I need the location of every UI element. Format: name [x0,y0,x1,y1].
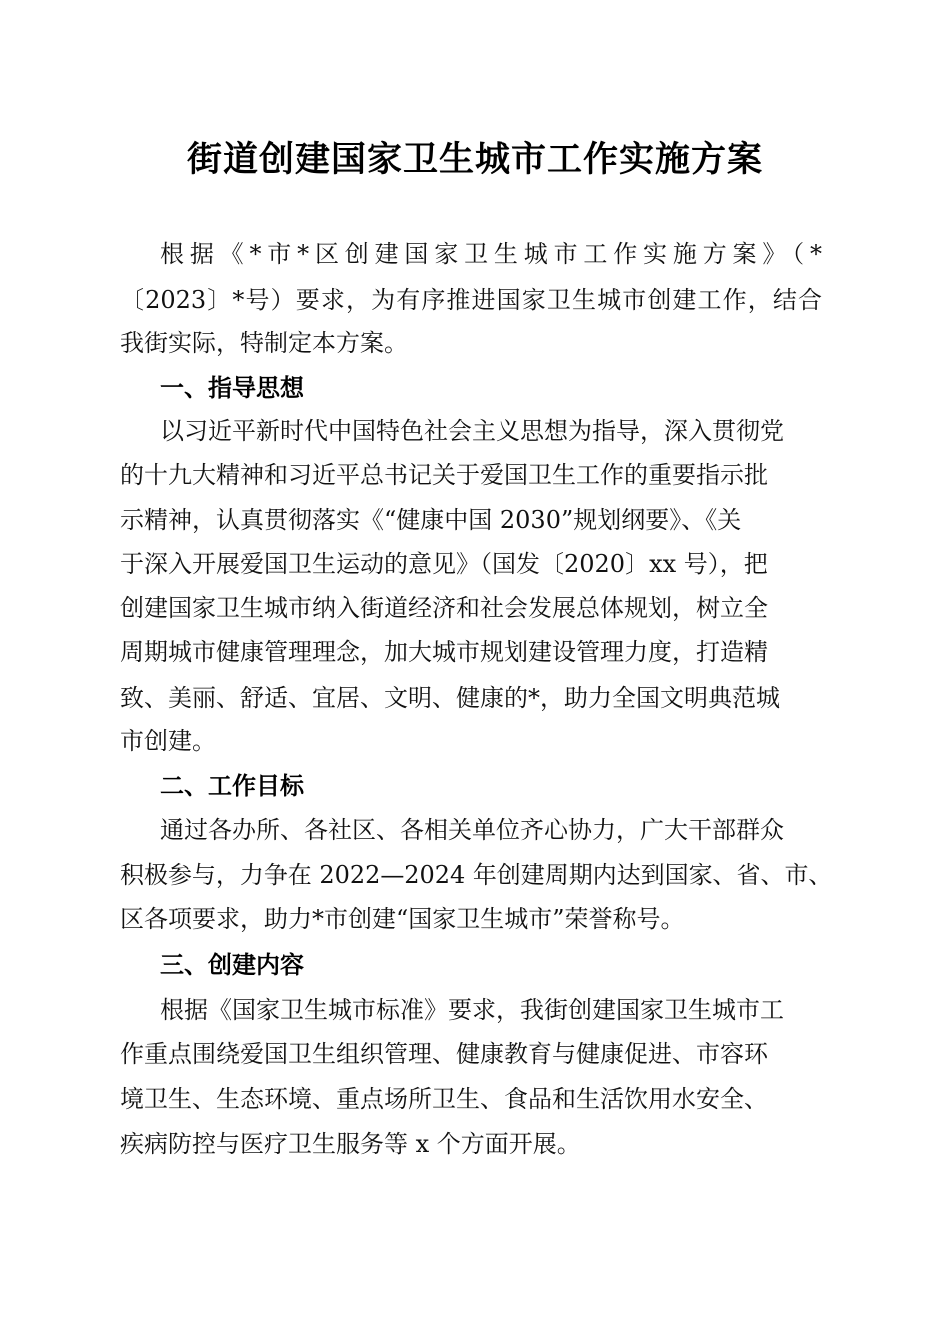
intro-line-3: 我街实际，特制定本方案。 [120,329,408,357]
intro-line-1: 根据《*市*区创建国家卫生城市工作实施方案》（* [160,240,822,268]
section-3-line-4: 疾病防控与医疗卫生服务等 x 个方面开展。 [120,1130,581,1158]
section-1-line-8: 市创建。 [120,727,216,755]
section-1-line-2: 的十九大精神和习近平总书记关于爱国卫生工作的重要指示批 [120,461,768,489]
section-1-line-1: 以习近平新时代中国特色社会主义思想为指导，深入贯彻党 [160,417,784,445]
section-1-line-4: 于深入开展爱国卫生运动的意见》（国发〔2020〕xx 号），把 [120,550,768,578]
section-heading-guiding-ideology: 一、指导思想 [160,374,304,402]
section-heading-work-goals: 二、工作目标 [160,772,304,800]
section-3-line-1: 根据《国家卫生城市标准》要求，我街创建国家卫生城市工 [160,996,784,1024]
intro-line-2: 〔2023〕*号）要求，为有序推进国家卫生城市创建工作，结合 [120,286,822,314]
document-title: 街道创建国家卫生城市工作实施方案 [186,139,763,180]
section-1-line-5: 创建国家卫生城市纳入街道经济和社会发展总体规划，树立全 [120,594,768,622]
section-1-line-6: 周期城市健康管理理念，加大城市规划建设管理力度，打造精 [120,638,768,666]
section-1-line-7: 致、美丽、舒适、宜居、文明、健康的*，助力全国文明典范城 [120,684,780,712]
section-3-line-2: 作重点围绕爱国卫生组织管理、健康教育与健康促进、市容环 [120,1040,768,1068]
section-2-line-3: 区各项要求，助力*市创建“国家卫生城市”荣誉称号。 [120,905,685,933]
section-heading-creation-content: 三、创建内容 [160,951,304,979]
section-3-line-3: 境卫生、生态环境、重点场所卫生、食品和生活饮用水安全、 [120,1085,768,1113]
section-1-line-3: 示精神，认真贯彻落实《“健康中国 2030”规划纲要》、《关 [120,506,742,534]
section-2-line-2: 积极参与，力争在 2022—2024 年创建周期内达到国家、省、市、 [120,861,833,889]
section-2-line-1: 通过各办所、各社区、各相关单位齐心协力，广大干部群众 [160,816,784,844]
